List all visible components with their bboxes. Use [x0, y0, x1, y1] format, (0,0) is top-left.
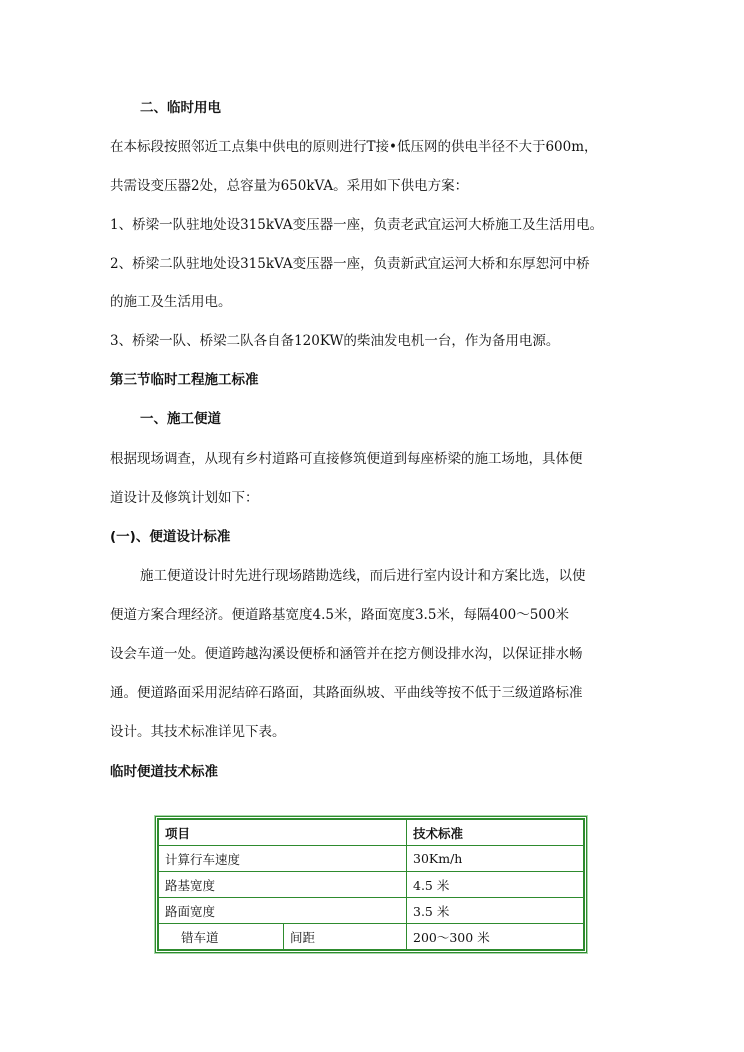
paragraph-line: 根据现场调查，从现有乡村道路可直接修筑便道到每座桥梁的施工场地，具体便 [110, 451, 583, 467]
subheading-access-road: 一、施工便道 [140, 411, 221, 427]
table-cell: 间距 [284, 924, 407, 950]
table-row [159, 898, 584, 924]
header-cell: 技术标准 [407, 820, 584, 846]
paragraph-line: 3、桥梁一队、桥梁二队各自备120KW的柴油发电机一台，作为备用电源。 [110, 333, 560, 349]
heading-temp-power: 二、临时用电 [140, 100, 221, 116]
subheading-design-standard: (一)、便道设计标准 [110, 529, 231, 545]
paragraph-line: 便道方案合理经济。便道路基宽度4.5米，路面宽度3.5米，每隔400～500米 [110, 607, 569, 623]
table-cell: 30Km/h [407, 846, 584, 872]
table-row [159, 924, 584, 950]
section-heading: 第三节临时工程施工标准 [110, 372, 259, 388]
paragraph-line: 施工便道设计时先进行现场踏勘选线，而后进行室内设计和方案比选，以使 [140, 568, 586, 584]
table-cell: 200～300 米 [407, 924, 584, 950]
tech-standard-table [155, 816, 587, 953]
paragraph-line: 通。便道路面采用泥结碎石路面，其路面纵坡、平曲线等按不低于三级道路标准 [110, 685, 583, 701]
table-cell: 路面宽度 [159, 898, 407, 924]
table-row [159, 846, 584, 872]
header-cell: 项目 [159, 820, 407, 846]
table-cell: 3.5 米 [407, 898, 584, 924]
paragraph-line: 1、桥梁一队驻地处设315kVA变压器一座，负责老武宜运河大桥施工及生活用电。 [110, 217, 604, 233]
table-row [159, 872, 584, 898]
paragraph-line: 共需设变压器2处，总容量为650kVA。采用如下供电方案： [110, 178, 469, 194]
table-cell: 4.5 米 [407, 872, 584, 898]
table-header-row [159, 820, 584, 846]
paragraph-line: 的施工及生活用电。 [110, 294, 232, 310]
paragraph-line: 在本标段按照邻近工点集中供电的原则进行T接•低压网的供电半径不大于600m， [110, 139, 598, 155]
paragraph-line: 设计。其技术标准详见下表。 [110, 724, 286, 740]
paragraph-line: 道设计及修筑计划如下： [110, 490, 259, 506]
table-cell: 路基宽度 [159, 872, 407, 898]
paragraph-line: 2、桥梁二队驻地处设315kVA变压器一座，负责新武宜运河大桥和东厚恕河中桥 [110, 256, 590, 272]
paragraph-line: 设会车道一处。便道跨越沟溪设便桥和涵管并在挖方侧设排水沟，以保证排水畅 [110, 646, 583, 662]
table-cell: 计算行车速度 [159, 846, 407, 872]
table-title: 临时便道技术标准 [110, 764, 218, 780]
table-cell: 错车道 [159, 924, 284, 950]
